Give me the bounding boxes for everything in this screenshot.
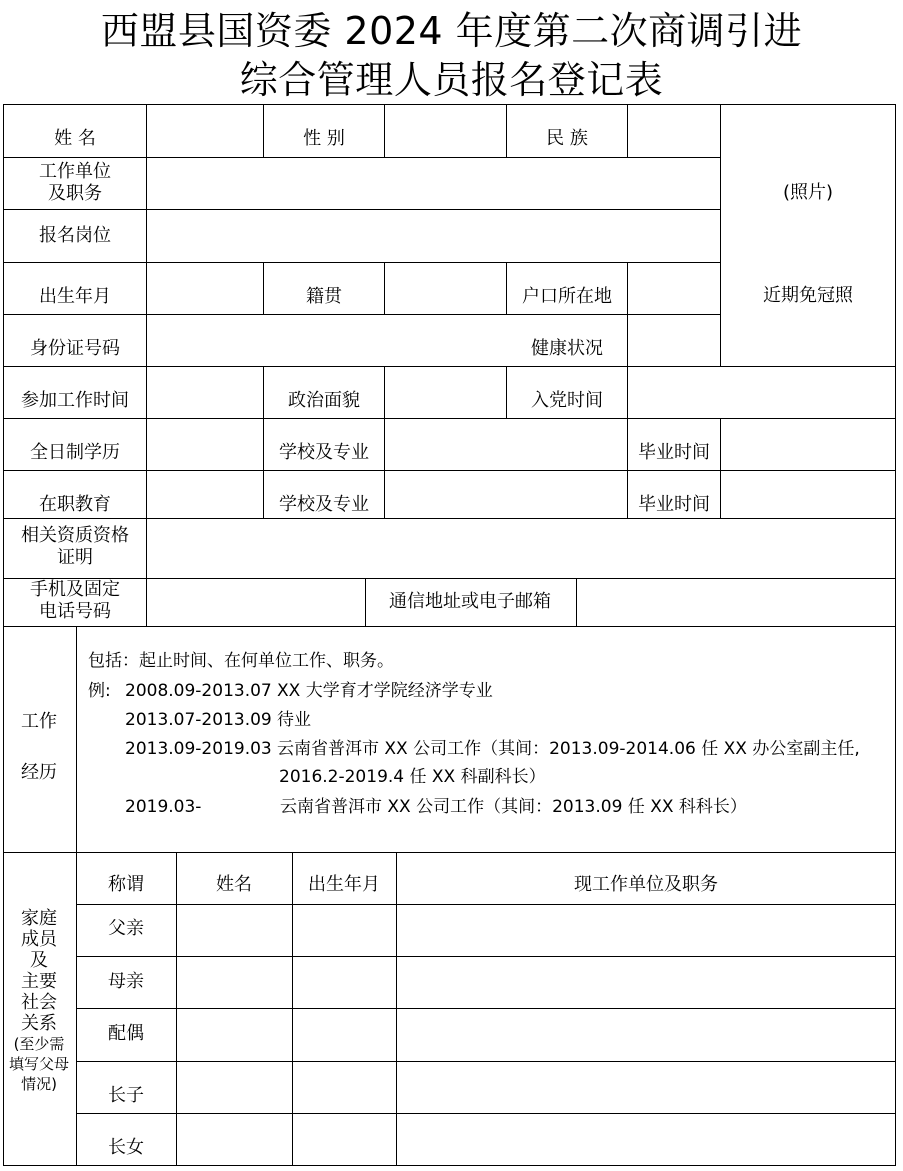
experience-desc: 2016.2-2019.4 任 XX 科副科长） [279, 767, 546, 787]
family-header-work: 现工作单位及职务 [574, 874, 718, 895]
experience-period: 2019.03- [125, 797, 202, 817]
label-grad-time-2: 毕业时间 [638, 494, 710, 515]
family-relation: 长子 [108, 1085, 144, 1106]
experience-desc: XX 大学育才学院经济学专业 [277, 681, 493, 701]
form-title-line-2: 综合管理人员报名登记表 [239, 58, 664, 102]
label-family-section: 家庭 成员 及 主要 社会 关系 (至少需 填写父母 情况) [8, 908, 70, 1093]
family-relation: 配偶 [108, 1023, 144, 1044]
label-party-join: 入党时间 [531, 390, 603, 411]
experience-example-prefix: 例: [88, 681, 111, 701]
label-household: 户口所在地 [522, 286, 612, 307]
label-position: 报名岗位 [39, 225, 111, 246]
experience-intro: 包括：起止时间、在何单位工作、职务。 [88, 651, 394, 671]
experience-period: 2013.09-2019.03 [125, 739, 272, 759]
label-work-start: 参加工作时间 [21, 390, 129, 411]
label-phone: 手机及固定 电话号码 [30, 579, 120, 622]
label-id-number: 身份证号码 [30, 338, 120, 359]
label-birth: 出生年月 [39, 286, 111, 307]
label-school-major-1: 学校及专业 [279, 442, 369, 463]
experience-desc: 云南省普洱市 XX 公司工作（其间：2013.09-2014.06 任 XX 办公室副主任, [277, 739, 860, 759]
label-gender: 性 别 [303, 128, 345, 149]
family-relation: 父亲 [108, 918, 144, 939]
label-experience-1: 工作 [21, 711, 57, 732]
label-ethnicity: 民 族 [546, 128, 588, 149]
label-native-place: 籍贯 [306, 286, 342, 307]
family-relation: 母亲 [108, 971, 144, 992]
photo-note: 近期免冠照 [763, 285, 853, 306]
photo-placeholder[interactable]: (照片) [782, 182, 834, 203]
label-health: 健康状况 [531, 338, 603, 359]
label-political: 政治面貌 [288, 390, 360, 411]
label-qualification: 相关资质资格 证明 [21, 525, 129, 568]
label-fulltime-edu: 全日制学历 [30, 442, 120, 463]
family-relation: 长女 [108, 1137, 144, 1158]
experience-period: 2013.07-2013.09 [125, 710, 272, 730]
label-inservice-edu: 在职教育 [39, 494, 111, 515]
form-title-line-1: 西盟县国资委 2024 年度第二次商调引进 [100, 9, 803, 53]
label-grad-time-1: 毕业时间 [638, 442, 710, 463]
experience-period: 2008.09-2013.07 [125, 681, 272, 701]
family-header-birth: 出生年月 [308, 874, 380, 895]
family-header-relation: 称谓 [108, 874, 144, 895]
label-name: 姓 名 [54, 128, 96, 149]
label-experience-2: 经历 [21, 762, 57, 783]
family-header-name: 姓名 [216, 874, 252, 895]
label-school-major-2: 学校及专业 [279, 494, 369, 515]
label-address-email: 通信地址或电子邮箱 [389, 591, 551, 612]
experience-desc: 云南省普洱市 XX 公司工作（其间：2013.09 任 XX 科科长） [280, 797, 747, 817]
label-work-unit: 工作单位 及职务 [39, 161, 111, 204]
experience-desc: 待业 [277, 710, 311, 730]
